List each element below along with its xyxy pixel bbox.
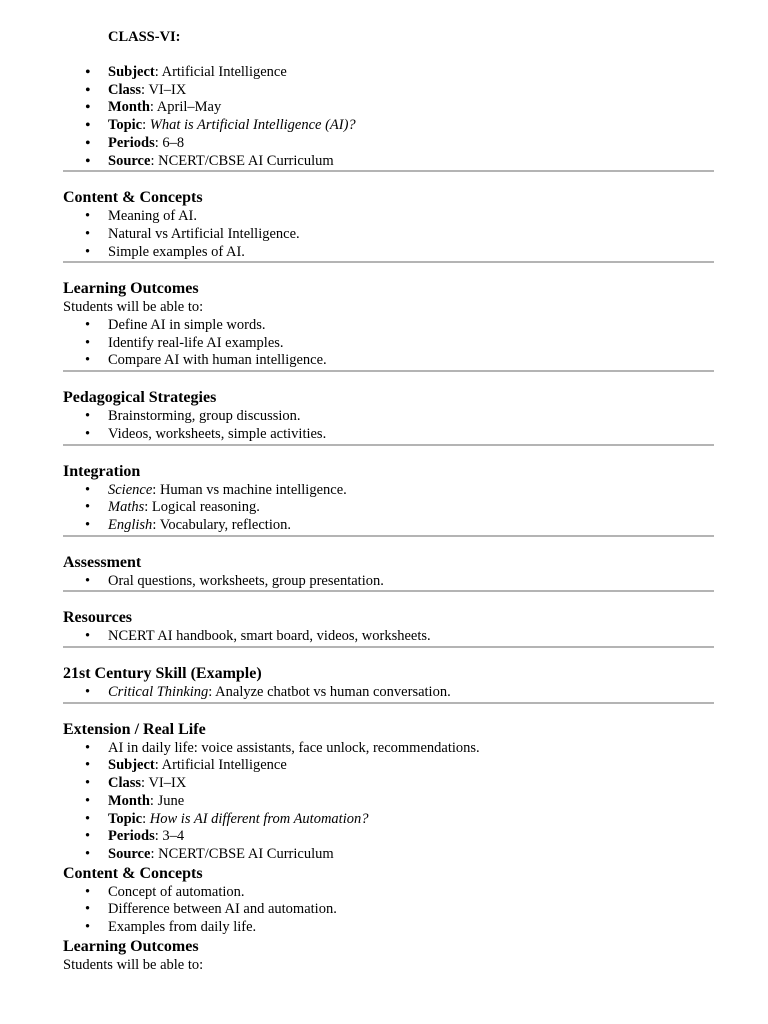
lesson-meta-list bbox=[63, 64, 714, 170]
list-item: • Compare AI with human intelligence. bbox=[63, 352, 714, 370]
section-heading-extension: Extension / Real Life bbox=[63, 720, 206, 738]
extension-list bbox=[63, 740, 714, 864]
list-item: • Difference between AI and automation. bbox=[63, 901, 714, 919]
meta-periods: • Periods: 3–4 bbox=[63, 828, 714, 846]
meta-topic: • Topic: What is Artificial Intelligence (AI)? bbox=[63, 117, 714, 135]
outcomes-intro-2: Students will be able to: bbox=[63, 956, 204, 973]
list-item: • English: Vocabulary, reflection. bbox=[63, 517, 714, 535]
list-item: • Science: Human vs machine intelligence. bbox=[63, 482, 714, 500]
section-heading-integration: Integration bbox=[63, 462, 141, 480]
meta-class: • Class: VI–IX bbox=[63, 775, 714, 793]
meta-source: • Source: NCERT/CBSE AI Curriculum bbox=[63, 153, 714, 171]
section-heading-pedagogy: Pedagogical Strategies bbox=[63, 389, 217, 407]
section-heading-outcomes: Learning Outcomes bbox=[63, 280, 199, 298]
list-item: • Meaning of AI. bbox=[63, 208, 714, 226]
outcomes-list bbox=[63, 317, 714, 370]
list-item: • Simple examples of AI. bbox=[63, 244, 714, 262]
list-item: • NCERT AI handbook, smart board, videos, worksheets. bbox=[63, 628, 714, 646]
outcomes-intro: Students will be able to: bbox=[63, 299, 204, 316]
meta-subject: • Subject: Artificial Intelligence bbox=[63, 64, 714, 82]
section-heading-outcomes-2: Learning Outcomes bbox=[63, 937, 199, 955]
list-item: • Critical Thinking: Analyze chatbot vs human conversation. bbox=[63, 684, 714, 702]
pedagogy-list bbox=[63, 408, 714, 443]
section-heading-assessment: Assessment bbox=[63, 553, 142, 571]
resources-list bbox=[63, 628, 714, 646]
list-item: • Define AI in simple words. bbox=[63, 317, 714, 335]
skill-list bbox=[63, 684, 714, 702]
meta-class: • Class: VI–IX bbox=[63, 82, 714, 100]
meta-month: • Month: June bbox=[63, 793, 714, 811]
integration-list bbox=[63, 482, 714, 535]
document-page bbox=[63, 28, 714, 975]
meta-periods: • Periods: 6–8 bbox=[63, 135, 714, 153]
content-list-2 bbox=[63, 884, 714, 937]
list-item: • Examples from daily life. bbox=[63, 919, 714, 937]
meta-source: • Source: NCERT/CBSE AI Curriculum bbox=[63, 846, 714, 864]
list-item: • Brainstorming, group discussion. bbox=[63, 408, 714, 426]
list-item: • Concept of automation. bbox=[63, 884, 714, 902]
meta-subject: • Subject: Artificial Intelligence bbox=[63, 757, 714, 775]
list-item: • Identify real-life AI examples. bbox=[63, 335, 714, 353]
assessment-list bbox=[63, 573, 714, 591]
section-heading-skill: 21st Century Skill (Example) bbox=[63, 665, 262, 683]
meta-month: • Month: April–May bbox=[63, 99, 714, 117]
meta-topic: • Topic: How is AI different from Automation? bbox=[63, 811, 714, 829]
list-item: • Maths: Logical reasoning. bbox=[63, 499, 714, 517]
content-list bbox=[63, 208, 714, 261]
list-item: • Natural vs Artificial Intelligence. bbox=[63, 226, 714, 244]
list-item: • AI in daily life: voice assistants, face unlock, recommendations. bbox=[63, 740, 714, 758]
list-item: • Videos, worksheets, simple activities. bbox=[63, 426, 714, 444]
section-heading-resources: Resources bbox=[63, 609, 133, 627]
class-title: CLASS-VI: bbox=[108, 29, 181, 45]
section-heading-content: Content & Concepts bbox=[63, 189, 203, 207]
section-heading-content-2: Content & Concepts bbox=[63, 864, 203, 882]
list-item: • Oral questions, worksheets, group presentation. bbox=[63, 573, 714, 591]
